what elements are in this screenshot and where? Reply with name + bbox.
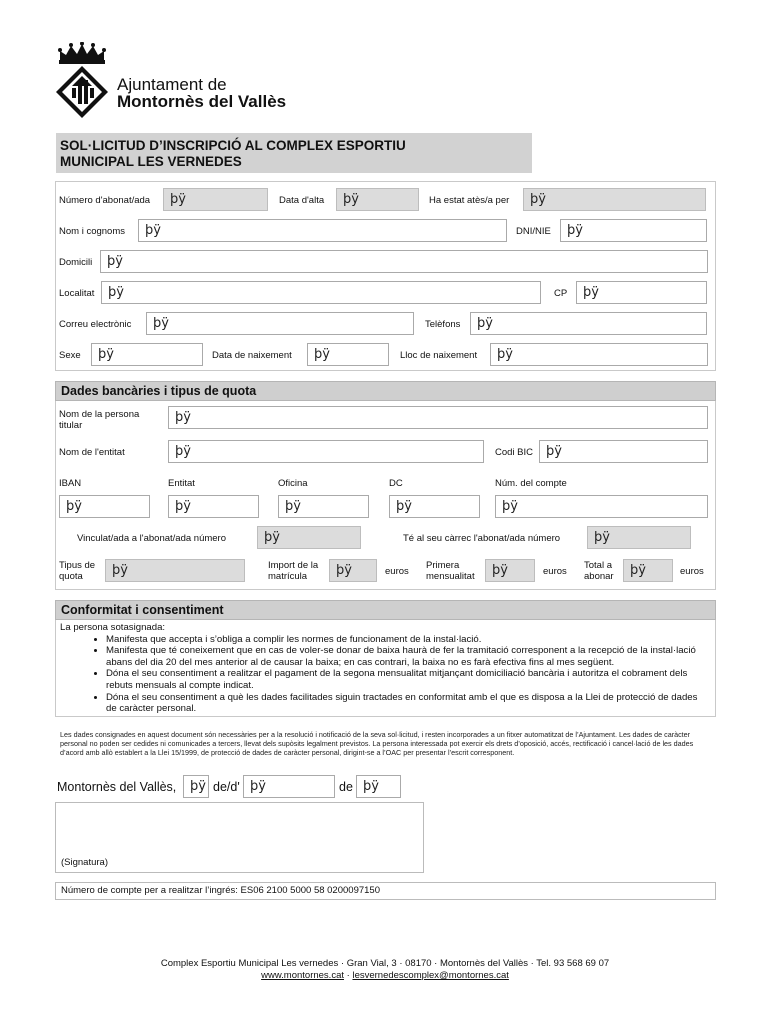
total-field[interactable]: þÿ [623,559,673,582]
nom-label: Nom i cognoms [59,226,125,237]
month-field[interactable]: þÿ [243,775,335,798]
footer-email-link[interactable]: lesvernedescomplex@montornes.cat [352,970,509,981]
compte-field[interactable]: þÿ [495,495,708,518]
tipus-field[interactable]: þÿ [105,559,245,582]
entitat-nom-field[interactable]: þÿ [168,440,484,463]
correu-label: Correu electrònic [59,319,132,330]
primera-field[interactable]: þÿ [485,559,535,582]
total-label-line2: abonar [584,571,614,582]
abonat-field[interactable]: þÿ [163,188,268,211]
ates-per-label: Ha estat atès/a per [429,195,510,206]
title-line1: SOL·LICITUD D’INSCRIPCIÓ AL COMPLEX ESPORTIU [60,138,406,153]
consent-text [60,622,710,715]
coat-of-arms-icon [54,42,110,118]
account-note: Número de compte per a realitzar l’ingrés: ES06 2100 5000 58 0200097150 [55,882,716,900]
cp-label: CP [554,288,568,299]
primera-label [426,560,475,582]
cp-field[interactable]: þÿ [576,281,707,304]
municipal-logo [54,42,294,120]
oficina-field[interactable]: þÿ [278,495,369,518]
abonat-label: Número d'abonat/ada [59,195,151,206]
total-label [584,560,614,582]
bank-heading: Dades bancàries i tipus de quota [55,381,716,401]
dni-field[interactable]: þÿ [560,219,707,242]
vinculat-field[interactable]: þÿ [257,526,361,549]
localitat-label: Localitat [59,288,95,299]
day-field[interactable]: þÿ [183,775,209,798]
primera-label-line2: mensualitat [426,571,475,582]
logo-line1: Ajuntament de [117,75,227,94]
bic-field[interactable]: þÿ [539,440,708,463]
domicili-label: Domicili [59,257,93,268]
legal-notice: Les dades consignades en aquest document són necessàries per a la resolució i notificació de la seva sol·licitud, i resten incorporades a un fitxer automatitzat de l’Ajuntament. Les dades de caràcter personal no poden ser cedides ni comunicades a tercers, llevat dels supòsits legalment previstos. La persona interessada pot exercir els drets d’oposició, accés, rectificació i cancel·lació de les dades d’acord amb allò establert a la Llei 15/1999, de protecció de dades de caràcter personal, dirigint-se a l’OAC per presentar l’escrit corresponent. [60,730,694,758]
dc-field[interactable]: þÿ [389,495,480,518]
data-alta-label: Data d'alta [279,195,325,206]
vinculat-label: Vinculat/ada a l'abonat/ada número [77,533,226,544]
de-d-label: de/d' [213,780,240,794]
compte-label: Núm. del compte [495,478,567,489]
logo-line2: Montornès del Vallès [117,92,287,111]
dni-label: DNI/NIE [516,226,551,237]
entitat-label: Entitat [168,478,195,489]
primera-label-line1: Primera [426,560,460,571]
titular-label-line2: titular [59,420,83,431]
consent-list [60,634,710,715]
place-label: Montornès del Vallès, [57,780,177,794]
sexe-field[interactable]: þÿ [91,343,203,366]
telefons-field[interactable]: þÿ [470,312,707,335]
consent-item: • Dóna el seu consentiment a realitzar el pagament de la segona mensualitat mitjançant domiciliació bancària i autoritza el cobrament dels rebuts mensuals al compte indicat. [106,668,710,691]
data-naixement-field[interactable]: þÿ [307,343,389,366]
titular-label-line1: Nom de la persona [59,409,140,420]
carrec-label: Té al seu càrrec l'abonat/ada número [403,533,561,544]
form-title [56,133,532,173]
tipus-label [59,560,95,582]
total-euros: euros [680,566,704,577]
import-label-line2: matrícula [268,571,308,582]
import-field[interactable]: þÿ [329,559,377,582]
titular-label [59,409,139,431]
footer-links [0,970,770,981]
tipus-label-line1: Tipus de [59,560,96,571]
localitat-field[interactable]: þÿ [101,281,541,304]
footer-sep: · [344,970,353,981]
title-line2: MUNICIPAL LES VERNEDES [60,154,242,169]
consent-heading: Conformitat i consentiment [55,600,716,620]
oficina-label: Oficina [278,478,308,489]
signatura-label: (Signatura) [61,857,108,868]
footer-web-link[interactable]: www.montornes.cat [261,970,344,981]
consent-intro: La persona sotasignada: [60,622,166,633]
titular-field[interactable]: þÿ [168,406,708,429]
consent-item: • Dóna el seu consentiment a què les dades facilitades siguin tractades en conformitat amb el que es disposa a la Llei de protecció de dades de caràcter personal. [106,692,710,715]
dc-label: DC [389,478,403,489]
footer-address: Complex Esportiu Municipal Les vernedes · Gran Vial, 3 · 08170 · Montornès del Vallès · Tel. 93 568 69 07 [160,958,610,969]
data-naixement-label: Data de naixement [212,350,292,361]
domicili-field[interactable]: þÿ [100,250,708,273]
data-alta-field[interactable]: þÿ [336,188,419,211]
iban-label: IBAN [59,478,82,489]
ates-per-field[interactable]: þÿ [523,188,706,211]
tipus-label-line2: quota [59,571,83,582]
nom-field[interactable]: þÿ [138,219,507,242]
bic-label: Codi BIC [495,447,534,458]
import-label [268,560,318,582]
entitat-field[interactable]: þÿ [168,495,259,518]
total-label-line1: Total a [584,560,612,571]
lloc-naixement-label: Lloc de naixement [400,350,478,361]
iban-field[interactable]: þÿ [59,495,150,518]
telefons-label: Telèfons [425,319,461,330]
correu-field[interactable]: þÿ [146,312,414,335]
consent-item: • Manifesta que accepta i s’obliga a complir les normes de funcionament de la instal·lació. [106,634,710,646]
consent-item: • Manifesta que té coneixement que en cas de voler-se donar de baixa haurà de fer la tramitació corresponent a la recepció de la instal·lació abans del dia 20 del mes anterior al de causar la baixa; en cas contrari, la baixa no es farà efectiva fins al mes següent. [106,645,710,668]
import-euros: euros [385,566,409,577]
year-field[interactable]: þÿ [356,775,401,798]
entitat-nom-label: Nom de l'entitat [59,447,125,458]
primera-euros: euros [543,566,567,577]
signature-box[interactable] [55,802,424,873]
de-label: de [339,780,353,794]
sexe-label: Sexe [59,350,81,361]
carrec-field[interactable]: þÿ [587,526,691,549]
lloc-naixement-field[interactable]: þÿ [490,343,708,366]
import-label-line1: Import de la [268,560,319,571]
